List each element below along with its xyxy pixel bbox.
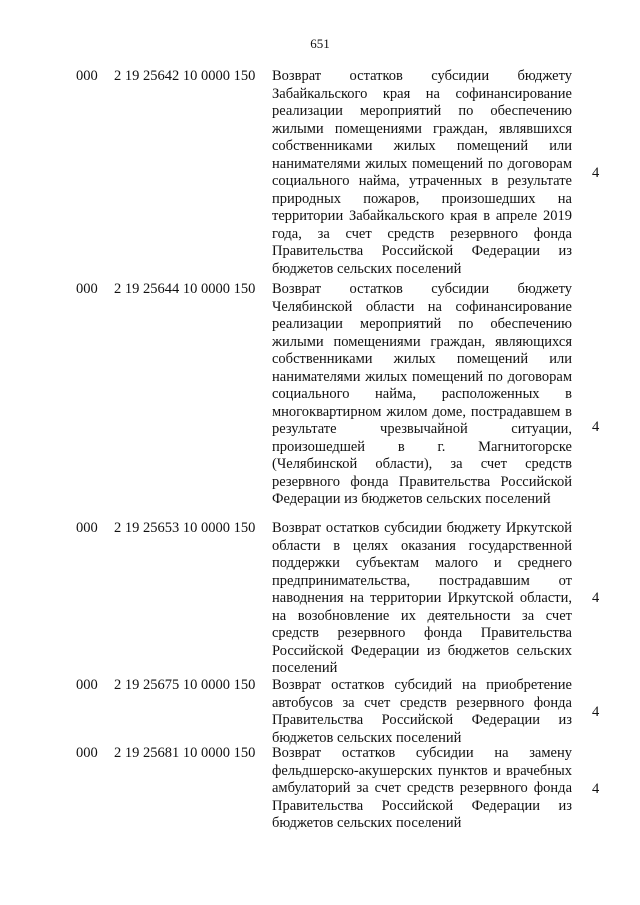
row-description: Возврат остатков субсидии на замену фельдшерско-акушерских пунктов и врачебных амбулаторий за счет средств резервного фонда Правительства Российской Федерации из бюджетов сельских поселений [272, 745, 572, 831]
row-description: Возврат остатков субсидии бюджету Забайкальского края на софинансирование реализации мероприятий по обеспечению жилыми помещениями граждан, являвшихся собственниками жилых помещений или нанимателями жилых помещений по договорам социального найма, утраченных в результате природных пожаров, произошедших на территории Забайкальского края в апреле 2019 года, за счет средств резервного фонда Правительства Российской Федерации из бюджетов сельских поселений [272, 68, 572, 277]
budget-code: 2 19 25681 10 0000 150 [114, 745, 256, 761]
admin-code: 000 [76, 68, 98, 84]
budget-code: 2 19 25653 10 0000 150 [114, 520, 256, 536]
row-value: 4 [592, 165, 600, 181]
budget-code: 2 19 25642 10 0000 150 [114, 68, 256, 84]
budget-code: 2 19 25644 10 0000 150 [114, 281, 256, 297]
admin-code: 000 [76, 520, 98, 536]
row-value: 4 [592, 781, 600, 797]
admin-code: 000 [76, 281, 98, 297]
row-value: 4 [592, 419, 600, 435]
row-description: Возврат остатков субсидии бюджету Иркутской области в целях оказания государственной поддержки субъектам малого и среднего предпринимательства, пострадавшим от наводнения на территории Иркутской области, на возобновление их деятельности за счет средств резервного фонда Правительства Российской Федерации из бюджетов сельских поселений [272, 520, 572, 676]
row-description: Возврат остатков субсидий на приобретение автобусов за счет средств резервного фонда Правительства Российской Федерации из бюджетов сельских поселений [272, 677, 572, 746]
row-value: 4 [592, 590, 600, 606]
budget-code: 2 19 25675 10 0000 150 [114, 677, 256, 693]
row-value: 4 [592, 704, 600, 720]
page-number: 651 [310, 36, 330, 51]
admin-code: 000 [76, 745, 98, 761]
admin-code: 000 [76, 677, 98, 693]
row-description: Возврат остатков субсидии бюджету Челябинской области на софинансирование реализации мероприятий по обеспечению жилыми помещениями граждан, являющихся собственниками жилых помещений или нанимателями жилых помещений по договорам социального найма, расположенных в многоквартирном жилом доме, пострадавшем в результате чрезвычайной ситуации, произошедшей в г. Магнитогорске (Челябинской области), за счет средств резервного фонда Правительства Российской Федерации из бюджетов сельских поселений [272, 281, 572, 507]
